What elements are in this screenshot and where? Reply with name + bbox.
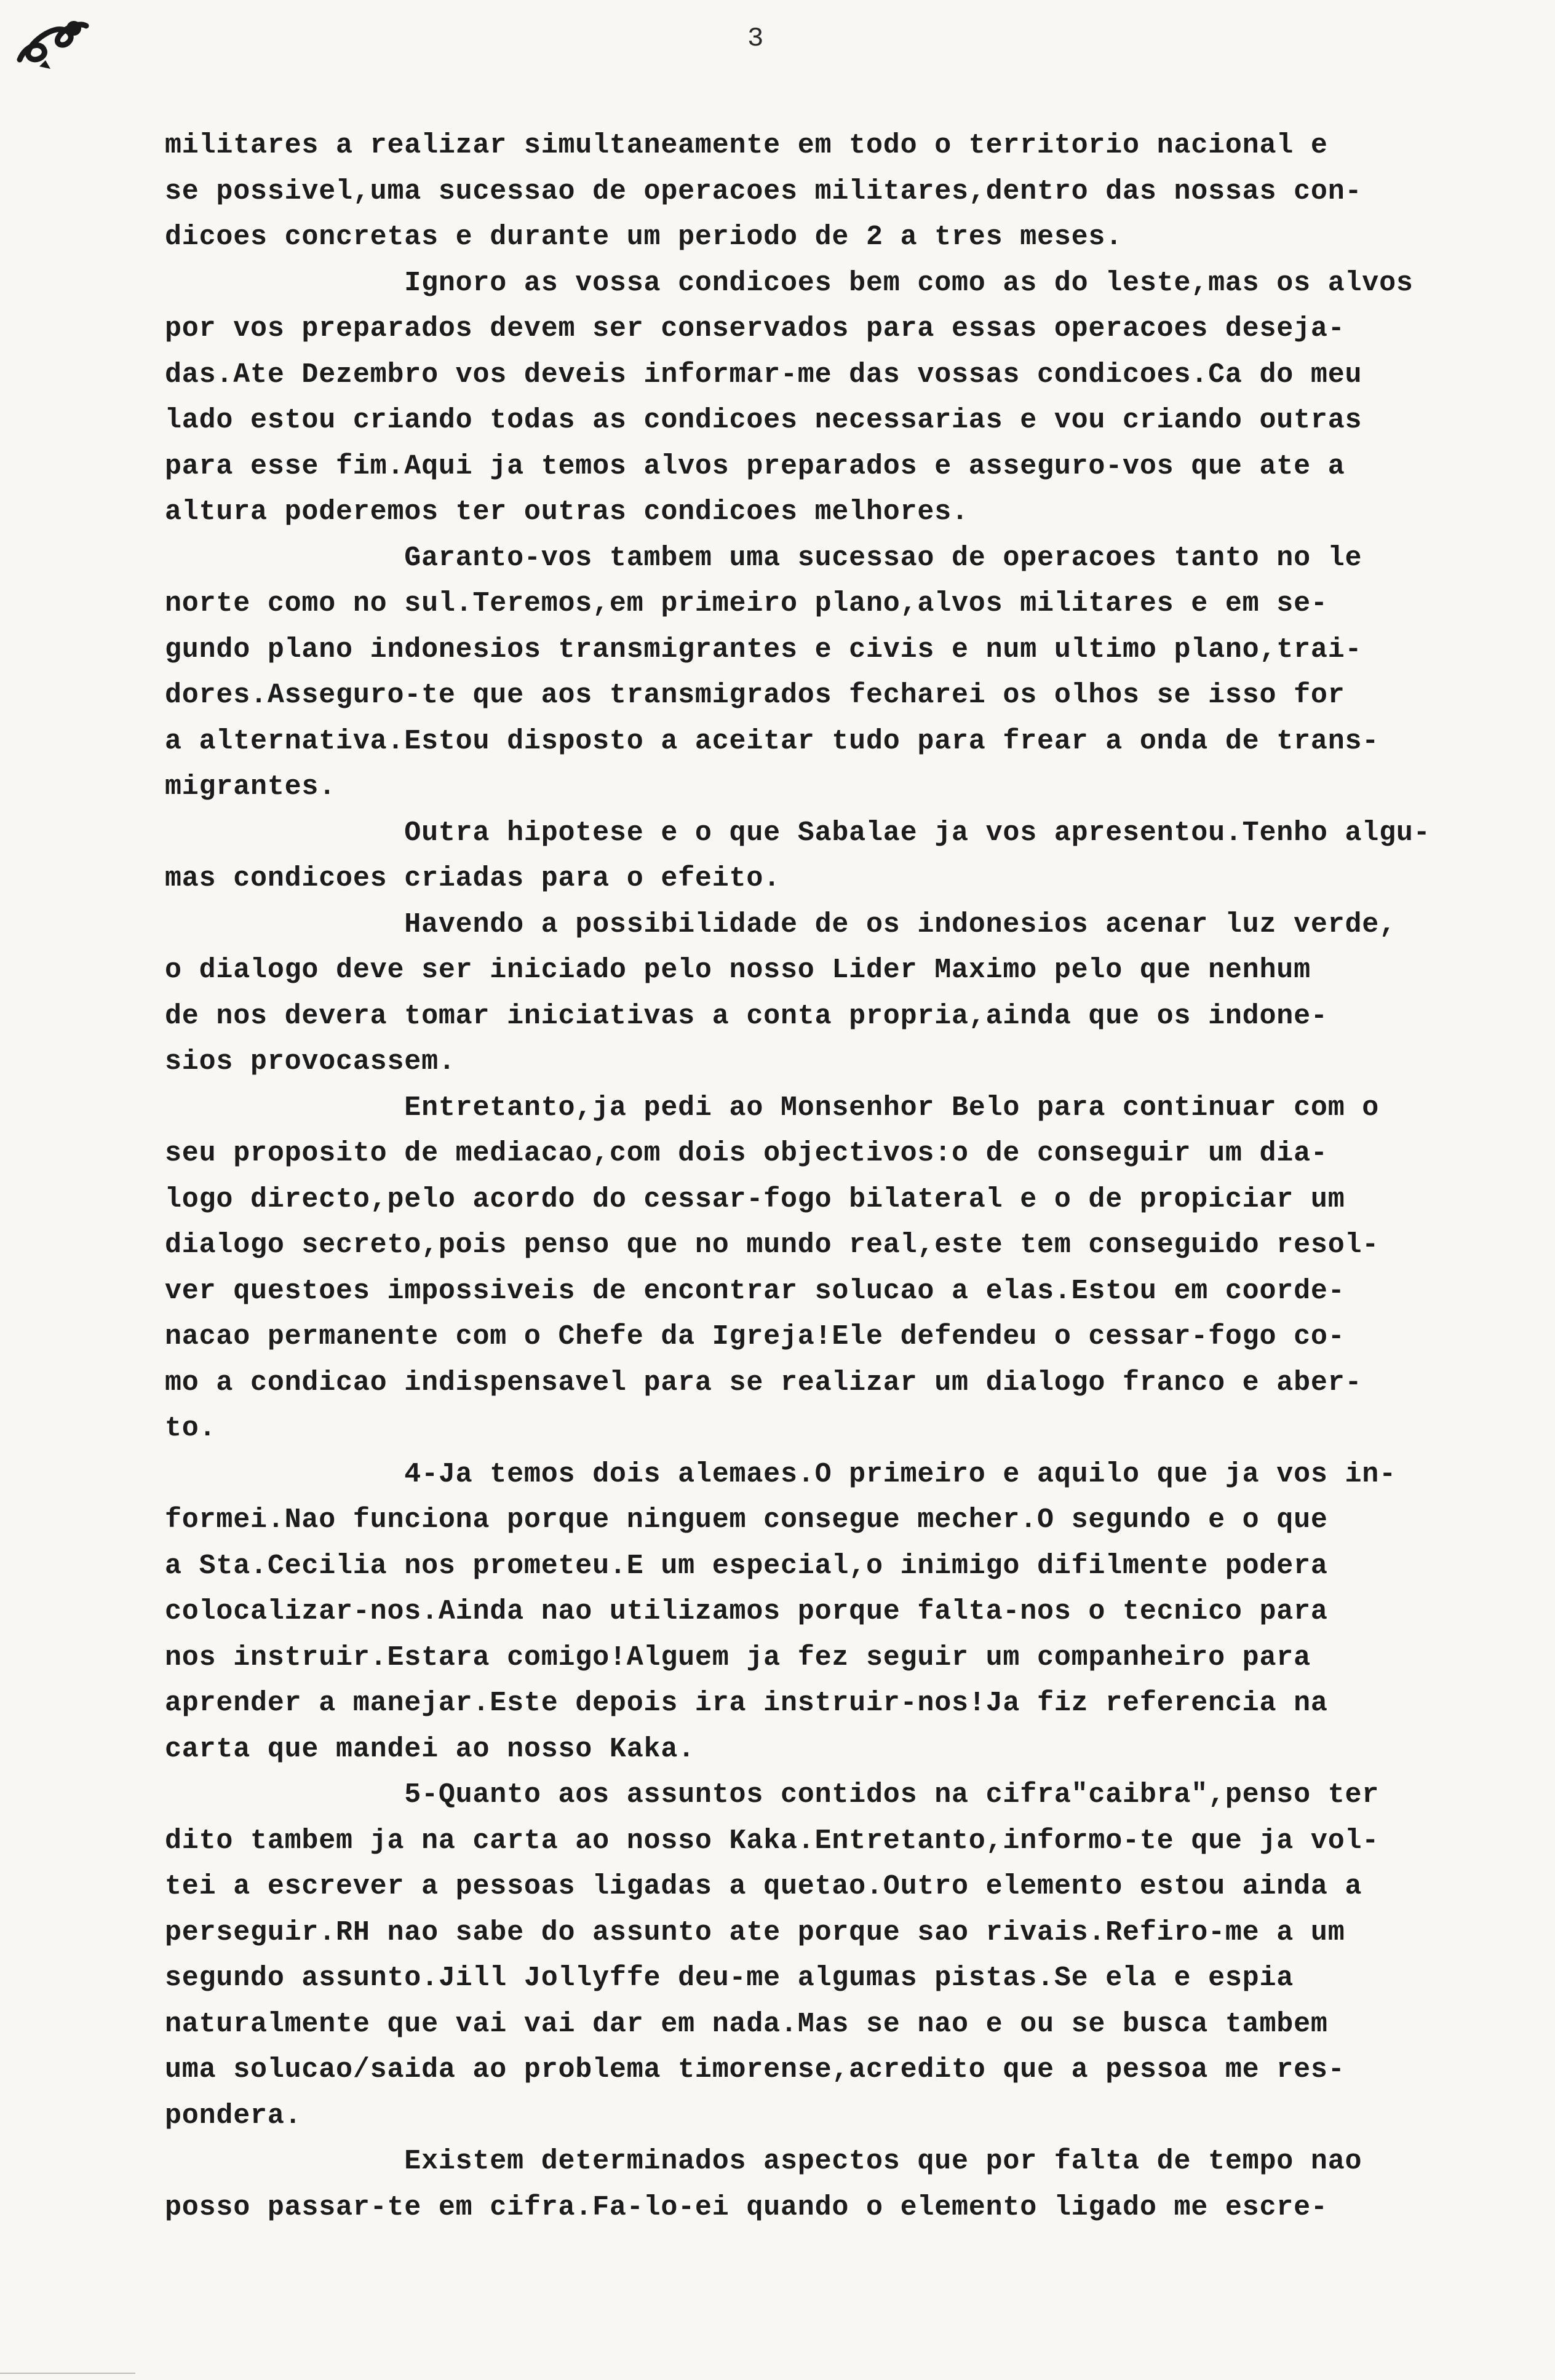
text-line: logo directo,pelo acordo do cessar-fogo bilateral e o de propiciar um — [165, 1183, 1345, 1215]
letter-body — [165, 123, 1463, 2231]
text-line: uma solucao/saida ao problema timorense,acredito que a pessoa me res- — [165, 2054, 1345, 2085]
handwritten-mark-icon — [7, 7, 100, 75]
text-line: nacao permanente com o Chefe da Igreja!Ele defendeu o cessar-fogo co- — [165, 1321, 1345, 1352]
text-line: Garanto-vos tambem uma sucessao de operacoes tanto no le — [165, 542, 1362, 574]
text-line: pondera. — [165, 2100, 302, 2132]
text-line: a Sta.Cecilia nos prometeu.E um especial,o inimigo difilmente podera — [165, 1550, 1328, 1582]
text-line: colocalizar-nos.Ainda nao utilizamos porque falta-nos o tecnico para — [165, 1596, 1328, 1627]
text-line: naturalmente que vai vai dar em nada.Mas se nao e ou se busca tambem — [165, 2008, 1328, 2040]
text-line: perseguir.RH nao sabe do assunto ate porque sao rivais.Refiro-me a um — [165, 1916, 1345, 1948]
text-line: migrantes. — [165, 771, 336, 803]
text-line: Havendo a possibilidade de os indonesios acenar luz verde, — [165, 908, 1396, 940]
text-line: das.Ate Dezembro vos deveis informar-me das vossas condicoes.Ca do meu — [165, 359, 1362, 391]
text-line: dores.Asseguro-te que aos transmigrados fecharei os olhos se isso for — [165, 680, 1345, 711]
text-line: altura poderemos ter outras condicoes melhores. — [165, 496, 969, 528]
scan-edge-line — [0, 2373, 135, 2374]
text-line: a alternativa.Estou disposto a aceitar tudo para frear a onda de trans- — [165, 725, 1380, 757]
text-line: o dialogo deve ser iniciado pelo nosso Lider Maximo pelo que nenhum — [165, 954, 1311, 986]
text-line: lado estou criando todas as condicoes necessarias e vou criando outras — [165, 405, 1362, 436]
text-line: sios provocassem. — [165, 1046, 456, 1077]
text-line: segundo assunto.Jill Jollyffe deu-me algumas pistas.Se ela e espia — [165, 1962, 1294, 1994]
text-line: Entretanto,ja pedi ao Monsenhor Belo para continuar com o — [165, 1092, 1380, 1124]
text-line: Outra hipotese e o que Sabalae ja vos apresentou.Tenho algu- — [165, 817, 1431, 849]
text-line: Ignoro as vossa condicoes bem como as do leste,mas os alvos — [165, 267, 1414, 299]
text-line: se possivel,uma sucessao de operacoes militares,dentro das nossas con- — [165, 175, 1362, 207]
text-line: dialogo secreto,pois penso que no mundo real,este tem conseguido resol- — [165, 1229, 1380, 1261]
text-line: 4-Ja temos dois alemaes.O primeiro e aquilo que ja vos in- — [165, 1458, 1396, 1490]
page-number: 3 — [747, 23, 764, 54]
text-line: carta que mandei ao nosso Kaka. — [165, 1733, 695, 1765]
text-line: seu proposito de mediacao,com dois objectivos:o de conseguir um dia- — [165, 1138, 1328, 1169]
text-line: aprender a manejar.Este depois ira instruir-nos!Ja fiz referencia na — [165, 1688, 1328, 1719]
text-line: gundo plano indonesios transmigrantes e civis e num ultimo plano,trai- — [165, 633, 1362, 665]
text-line: 5-Quanto aos assuntos contidos na cifra"caibra",penso ter — [165, 1779, 1380, 1811]
text-line: dito tambem ja na carta ao nosso Kaka.Entretanto,informo-te que ja vol- — [165, 1825, 1380, 1857]
text-line: to. — [165, 1413, 217, 1444]
text-line: nos instruir.Estara comigo!Alguem ja fez seguir um companheiro para — [165, 1641, 1311, 1673]
text-line: ver questoes impossiveis de encontrar solucao a elas.Estou em coorde- — [165, 1275, 1345, 1307]
text-line: de nos devera tomar iniciativas a conta propria,ainda que os indone- — [165, 1000, 1328, 1032]
text-line: para esse fim.Aqui ja temos alvos preparados e asseguro-vos que ate a — [165, 450, 1345, 482]
text-line: militares a realizar simultaneamente em todo o territorio nacional e — [165, 130, 1328, 161]
text-line: mas condicoes criadas para o efeito. — [165, 863, 781, 894]
text-line: mo a condicao indispensavel para se realizar um dialogo franco e aber- — [165, 1367, 1362, 1398]
text-line: dicoes concretas e durante um periodo de 2 a tres meses. — [165, 221, 1123, 253]
text-line: formei.Nao funciona porque ninguem consegue mecher.O segundo e o que — [165, 1504, 1328, 1536]
text-line: Existem determinados aspectos que por falta de tempo nao — [165, 2146, 1362, 2177]
text-line: posso passar-te em cifra.Fa-lo-ei quando o elemento ligado me escre- — [165, 2191, 1328, 2223]
text-line: tei a escrever a pessoas ligadas a quetao.Outro elemento estou ainda a — [165, 1871, 1362, 1902]
text-line: por vos preparados devem ser conservados para essas operacoes deseja- — [165, 313, 1345, 344]
text-line: norte como no sul.Teremos,em primeiro plano,alvos militares e em se- — [165, 588, 1328, 619]
